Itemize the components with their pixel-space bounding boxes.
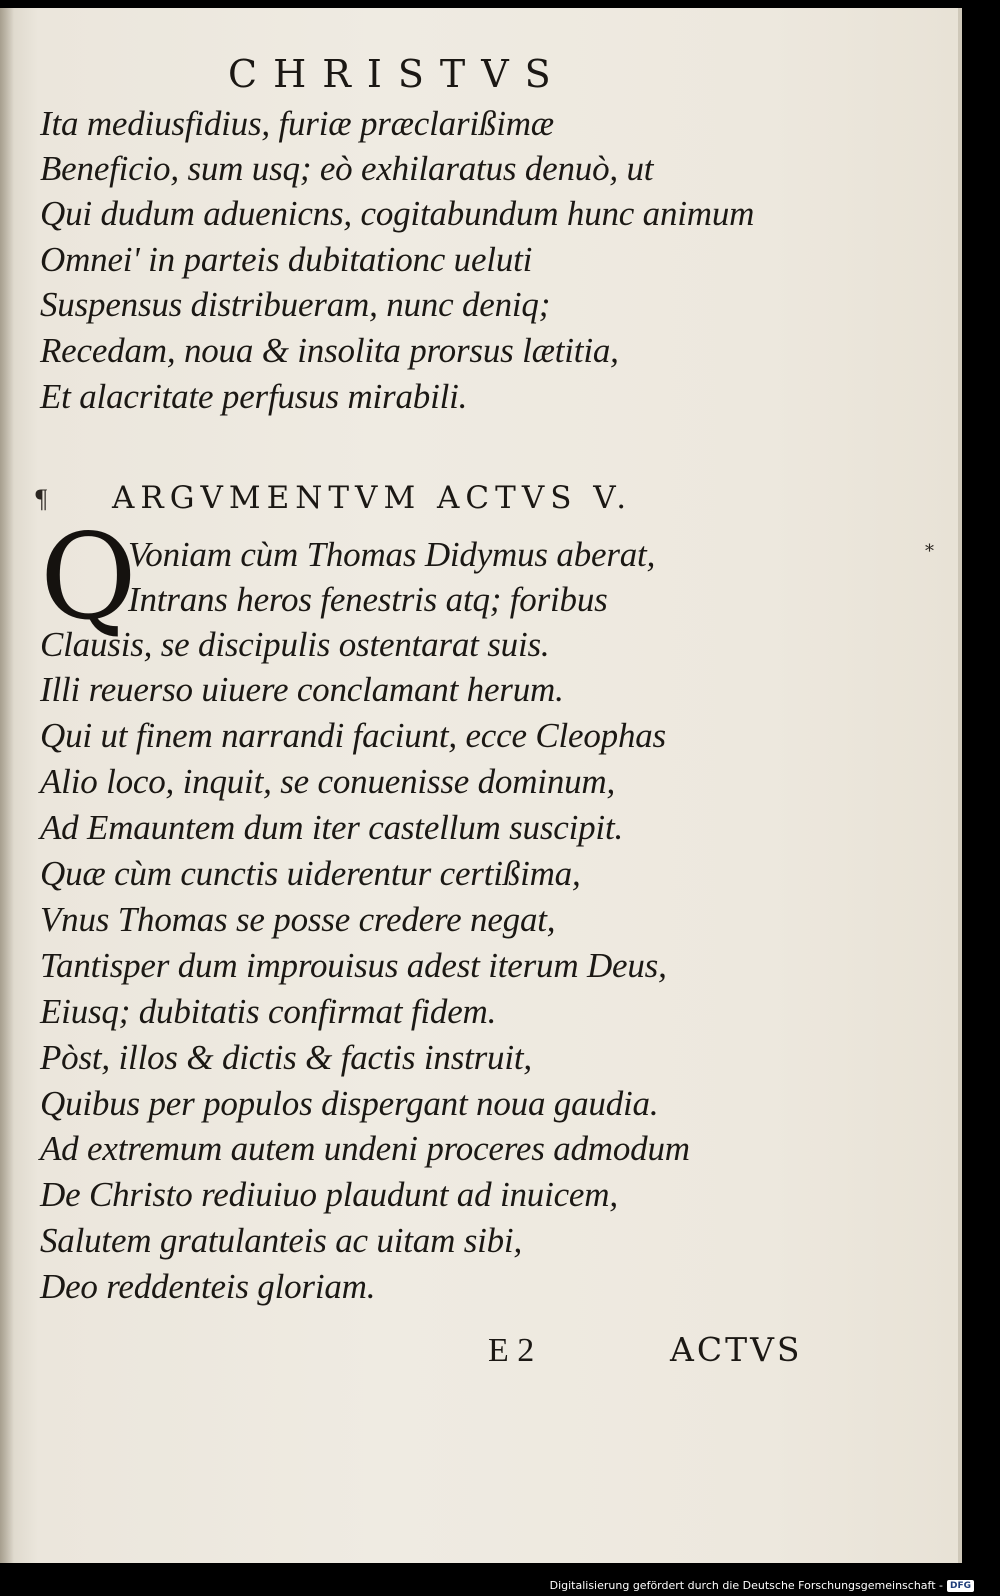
argument-line: Pòst, illos & dictis & factis instruit, — [40, 1038, 532, 1077]
verse-line: Beneficio, sum usq; eò exhilaratus denuò, ut — [40, 149, 654, 188]
verse-line: Omnei' in parteis dubitationc ueluti — [40, 240, 533, 279]
argument-line: Qui ut finem narrandi faciunt, ecce Cleophas — [40, 716, 666, 755]
argument-line: Quibus per populos dispergant noua gaudia. — [40, 1084, 659, 1123]
argument-heading: ARGVMENTVM ACTVS V. — [112, 480, 633, 516]
argument-line: Illi reuerso uiuere conclamant herum. — [40, 670, 564, 709]
running-head: CHRISTVS — [228, 52, 567, 96]
signature-mark: E 2 — [488, 1332, 535, 1369]
argument-line: Quæ cùm cunctis uiderentur certißima, — [40, 854, 581, 893]
margin-mark: * — [925, 541, 934, 562]
verse-line: Qui dudum aduenicns, cogitabundum hunc animum — [40, 194, 755, 233]
argument-line: Voniam cùm Thomas Didymus aberat, — [128, 535, 656, 574]
dfg-logo-icon: DFG — [947, 1580, 974, 1592]
argument-line: Ad extremum autem undeni proceres admodum — [40, 1129, 690, 1168]
argument-line: Tantisper dum improuisus adest iterum Deus, — [40, 946, 667, 985]
verse-line: Recedam, noua & insolita prorsus lætitia, — [40, 331, 619, 370]
verse-line: Ita mediusfidius, furiæ præclarißimæ — [40, 104, 554, 143]
argument-line: Alio loco, inquit, se conuenisse dominum, — [40, 762, 616, 801]
section-mark: ¶ — [34, 484, 48, 513]
argument-line: Intrans heros fenestris atq; foribus — [128, 580, 608, 619]
argument-line: Ad Emauntem dum iter castellum suscipit. — [40, 808, 624, 847]
credit-text: Digitalisierung gefördert durch die Deutsche Forschungsgemeinschaft - — [549, 1579, 943, 1592]
catchword: ACTVS — [670, 1330, 803, 1369]
argument-line: De Christo rediuiuo plaudunt ad inuicem, — [40, 1175, 618, 1214]
argument-line: Eiusq; dubitatis confirmat fidem. — [40, 992, 497, 1031]
verse-line: Suspensus distribueram, nunc deniq; — [40, 285, 551, 324]
argument-line: Deo reddenteis gloriam. — [40, 1267, 376, 1306]
digitization-credit — [550, 1579, 974, 1592]
argument-line: Vnus Thomas se posse credere negat, — [40, 900, 556, 939]
verse-line: Et alacritate perfusus mirabili. — [40, 377, 468, 416]
argument-line: Salutem gratulanteis ac uitam sibi, — [40, 1221, 523, 1260]
drop-initial: Q — [40, 508, 137, 646]
book-page — [0, 8, 962, 1563]
argument-line: Clausis, se discipulis ostentarat suis. — [40, 625, 550, 664]
